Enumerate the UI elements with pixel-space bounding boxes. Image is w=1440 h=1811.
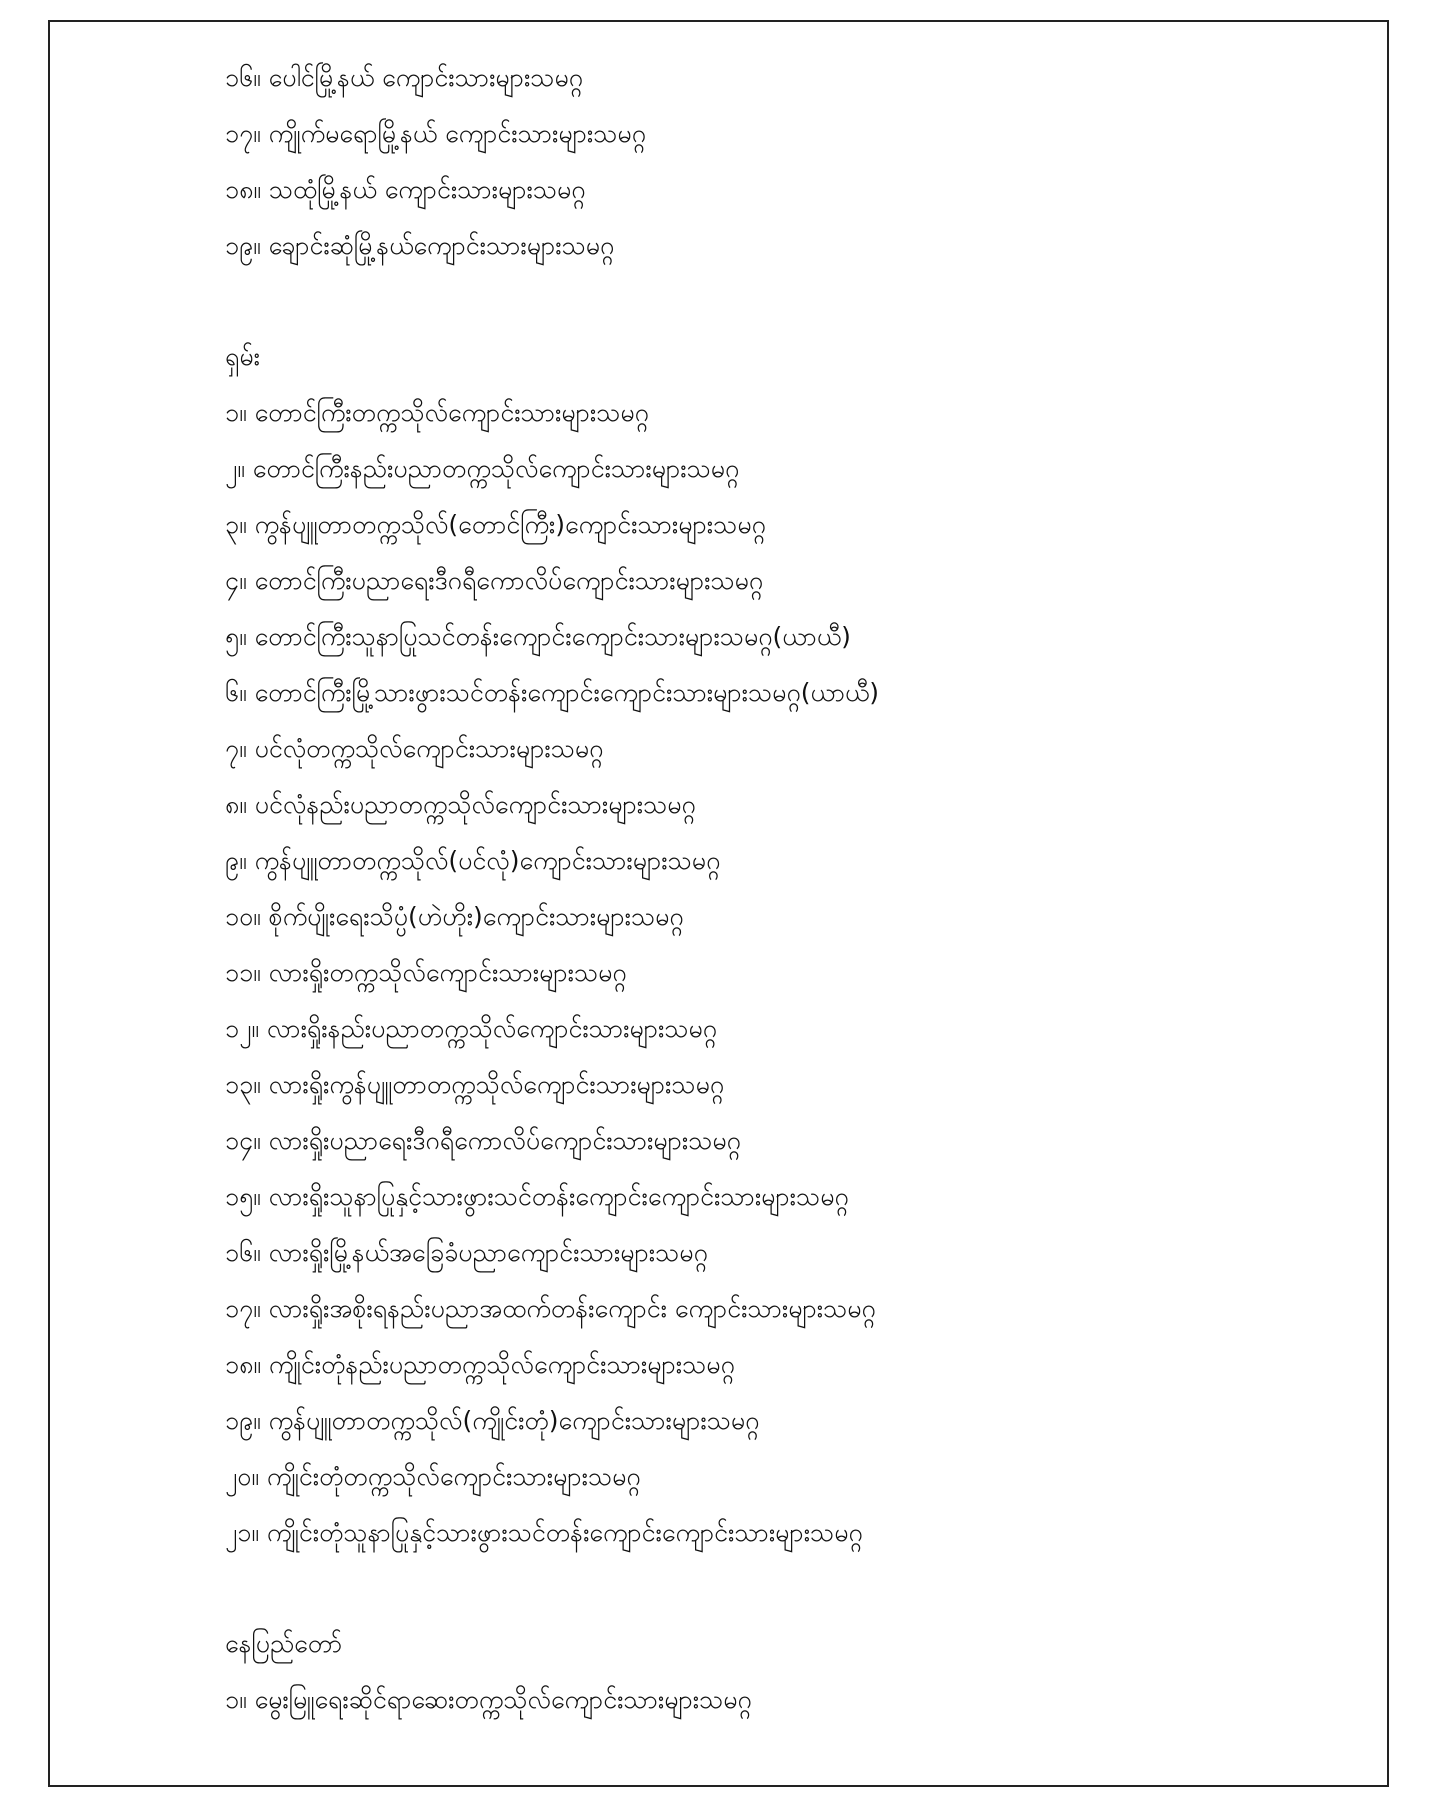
section-gap [225, 1561, 1325, 1616]
list-item: ၁၈။ ကျိုင်းတုံနည်းပညာတက္ကသိုလ်ကျောင်းသားများသမဂ္ဂ [225, 1350, 735, 1379]
list-item: ၁၉။ ကွန်ပျူတာတက္ကသိုလ်(ကျိုင်းတုံ)ကျောင်းသားများသမဂ္ဂ [225, 1406, 760, 1435]
section-heading-naypyitaw: နေပြည်တော် [225, 1629, 343, 1658]
list-item: ၁၂။ လားရှိုးနည်းပညာတက္ကသိုလ်ကျောင်းသားများသမဂ္ဂ [225, 1014, 718, 1043]
list-item: ၆။ တောင်ကြီးမြို့သားဖွားသင်တန်းကျောင်းကျောင်းသားများသမဂ္ဂ(ယာယီ) [225, 678, 880, 707]
list-item: ၁၈။ သထုံမြို့နယ် ကျောင်းသားများသမဂ္ဂ [225, 175, 586, 204]
list-item: ၁၇။ ကျိုက်မရောမြို့နယ် ကျောင်းသားများသမဂ္ဂ [225, 119, 646, 148]
list-item: ၂၀။ ကျိုင်းတုံတက္ကသိုလ်ကျောင်းသားများသမဂ္ဂ [225, 1462, 641, 1491]
list-item: ၇။ ပင်လုံတက္ကသိုလ်ကျောင်းသားများသမဂ္ဂ [225, 734, 604, 763]
list-item: ၁၇။ လားရှိုးအစိုးရနည်းပညာအထက်တန်းကျောင်း ကျောင်းသားများသမဂ္ဂ [225, 1294, 876, 1323]
list-item: ၁၀။ စိုက်ပျိုးရေးသိပ္ပံ(ဟဲဟိုး)ကျောင်းသားများသမဂ္ဂ [225, 902, 684, 931]
list-item: ၄။ တောင်ကြီးပညာရေးဒီဂရီကောလိပ်ကျောင်းသားများသမဂ္ဂ [225, 566, 764, 595]
list-item: ၂။ တောင်ကြီးနည်းပညာတက္ကသိုလ်ကျောင်းသားများသမဂ္ဂ [225, 454, 740, 483]
list-item: ၁၁။ လားရှိုးတက္ကသိုလ်ကျောင်းသားများသမဂ္ဂ [225, 958, 627, 987]
list-item: ၁၉။ ချောင်းဆုံမြို့နယ်ကျောင်းသားများသမဂ္ဂ [225, 231, 615, 260]
list-item: ၁၅။ လားရှိုးသူနာပြုနှင့်သားဖွားသင်တန်းကျောင်းကျောင်းသားများသမဂ္ဂ [225, 1182, 849, 1211]
list-item: ၂၁။ ကျိုင်းတုံသူနာပြုနှင့်သားဖွားသင်တန်းကျောင်းကျောင်းသားများသမဂ္ဂ [225, 1518, 863, 1547]
list-item: ၁။ တောင်ကြီးတက္ကသိုလ်ကျောင်းသားများသမဂ္ဂ [225, 398, 649, 427]
list-item: ၃။ ကွန်ပျူတာတက္ကသိုလ်(တောင်ကြီး)ကျောင်းသားများသမဂ္ဂ [225, 510, 766, 539]
section-heading-shan: ရှမ်း [225, 342, 260, 371]
list-item: ၅။ တောင်ကြီးသူနာပြုသင်တန်းကျောင်းကျောင်းသားများသမဂ္ဂ(ယာယီ) [225, 622, 851, 651]
list-item: ၈။ ပင်လုံနည်းပညာတက္ကသိုလ်ကျောင်းသားများသမဂ္ဂ [225, 790, 696, 819]
section-gap [225, 274, 1325, 329]
document-body [225, 50, 1325, 1728]
list-item: ၉။ ကွန်ပျူတာတက္ကသိုလ်(ပင်လုံ)ကျောင်းသားများသမဂ္ဂ [225, 846, 721, 875]
list-item: ၁။ မွေးမြူရေးဆိုင်ရာဆေးတက္ကသိုလ်ကျောင်းသားများသမဂ္ဂ [225, 1685, 752, 1714]
list-item: ၁၆။ ပေါင်မြို့နယ် ကျောင်းသားများသမဂ္ဂ [225, 63, 584, 92]
list-item: ၁၄။ လားရှိုးပညာရေးဒီဂရီကောလိပ်ကျောင်းသားများသမဂ္ဂ [225, 1126, 741, 1155]
list-item: ၁၃။ လားရှိုးကွန်ပျူတာတက္ကသိုလ်ကျောင်းသားများသမဂ္ဂ [225, 1070, 725, 1099]
list-item: ၁၆။ လားရှိုးမြို့နယ်အခြေခံပညာကျောင်းသားများသမဂ္ဂ [225, 1238, 708, 1267]
